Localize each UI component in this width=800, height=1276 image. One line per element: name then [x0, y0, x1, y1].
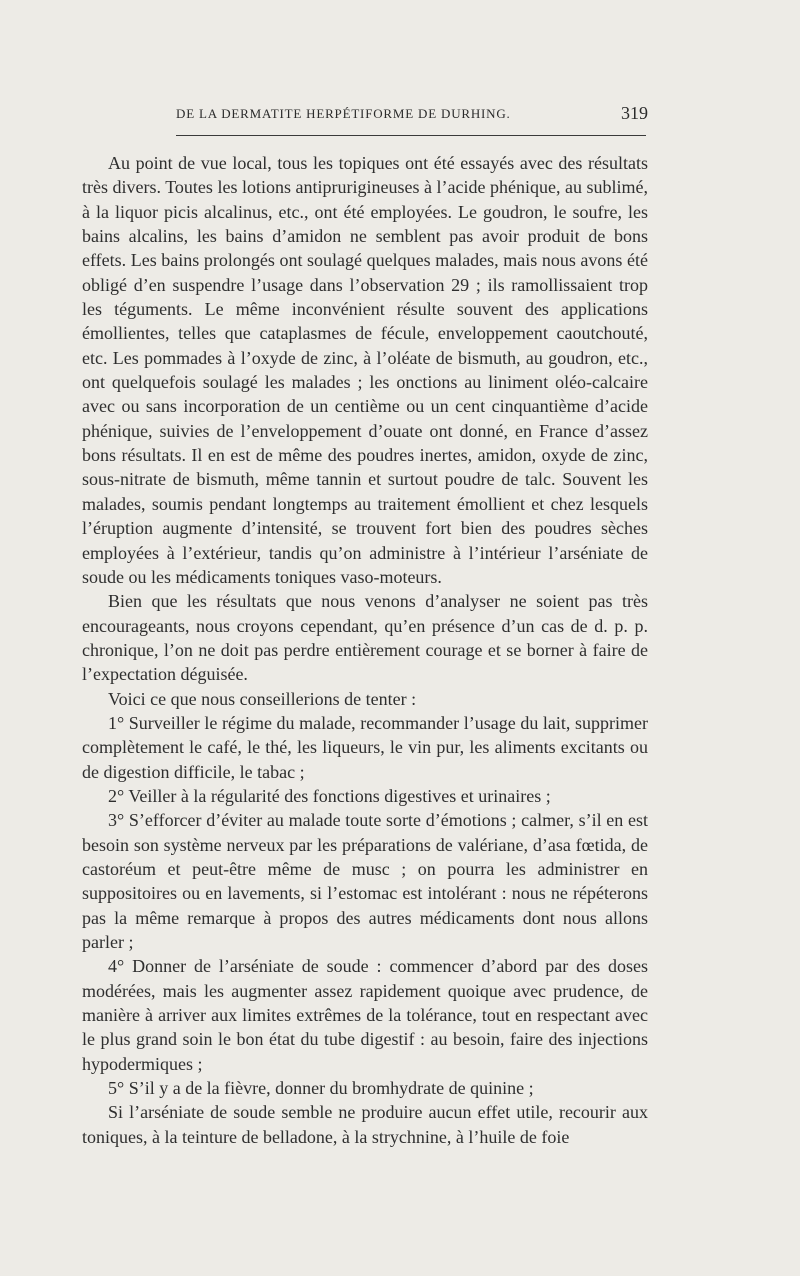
body-text	[82, 151, 648, 1149]
header-rule	[176, 135, 646, 136]
paragraph: 4° Donner de l’arséniate de soude : commencer d’abord par des doses modérées, mais les augmenter assez rapidement quoique avec prudence, de manière à arriver aux limites extrêmes de la tolérance, tout en respectant avec le plus grand soin le bon état du tube digestif : au besoin, faire des injections hypodermiques ;	[82, 956, 648, 1074]
paragraph: 1° Surveiller le régime du malade, recommander l’usage du lait, supprimer complètement le café, le thé, les liqueurs, le vin pur, les aliments excitants ou de digestion difficile, le tabac ;	[82, 712, 648, 782]
paragraph: 2° Veiller à la régularité des fonctions digestives et urinaires ;	[108, 785, 551, 806]
page-number: 319	[621, 103, 648, 123]
paragraph: 5° S’il y a de la fièvre, donner du bromhydrate de quinine ;	[108, 1078, 534, 1099]
paragraph: Si l’arséniate de soude semble ne produire aucun effet utile, recourir aux toniques, à la teinture de belladone, à la strychnine, à l’huile de foie	[82, 1102, 648, 1147]
paragraph: 3° S’efforcer d’éviter au malade toute sorte d’émotions ; calmer, s’il en est besoin son système nerveux par les préparations de valériane, d’asa fœtida, de castoréum et peut-être même de musc ; on pourra les administrer en suppositoires ou en lavements, si l’estomac est intolérant : nous ne répéterons pas la même remarque à propos des autres médicaments dont nous allons parler ;	[82, 810, 648, 952]
paragraph: Bien que les résultats que nous venons d’analyser ne soient pas très encourageants, nous croyons cependant, qu’en présence d’un cas de d. p. p. chronique, l’on ne doit pas perdre entièrement courage et se borner à faire de l’expectation déguisée.	[82, 591, 648, 685]
paragraph: Au point de vue local, tous les topiques ont été essayés avec des résultats très divers. Toutes les lotions antiprurigineuses à l’acide phénique, au sublimé, à la liquor picis alcalinus, etc., ont été employées. Le goudron, le soufre, les bains alcalins, les bains d’amidon ne semblent pas avoir produit de bons effets. Les bains prolongés ont soulagé quelques malades, mais nous avons été obligé d’en suspendre l’usage dans l’observation 29 ; ils ramollissaient trop les téguments. Le même inconvénient résulte souvent des applications émollientes, telles que cataplasmes de fécule, enveloppement caoutchouté, etc. Les pommades à l’oxyde de zinc, à l’oléate de bismuth, au goudron, etc., ont quelquefois soulagé les malades ; les onctions au liniment oléo-calcaire avec ou sans incorporation de un centième ou un cent cinquantième d’acide phénique, suivies de l’enveloppement d’ouate ont donné, en France d’assez bons résultats. Il en est de même des poudres inertes, amidon, oxyde de zinc, sous-nitrate de bismuth, même tannin et surtout poudre de talc. Souvent les malades, soumis pendant longtemps au traitement émollient et chez lesquels l’éruption augmente d’intensité, se trouvent fort bien des poudres sèches employées à l’extérieur, tandis qu’on administre à l’intérieur l’arséniate de soude ou les médicaments toniques vaso-moteurs.	[82, 153, 648, 587]
paragraph: Voici ce que nous conseillerions de tenter :	[108, 688, 417, 709]
running-title: DE LA DERMATITE HERPÉTIFORME DE DURHING.	[176, 106, 511, 121]
